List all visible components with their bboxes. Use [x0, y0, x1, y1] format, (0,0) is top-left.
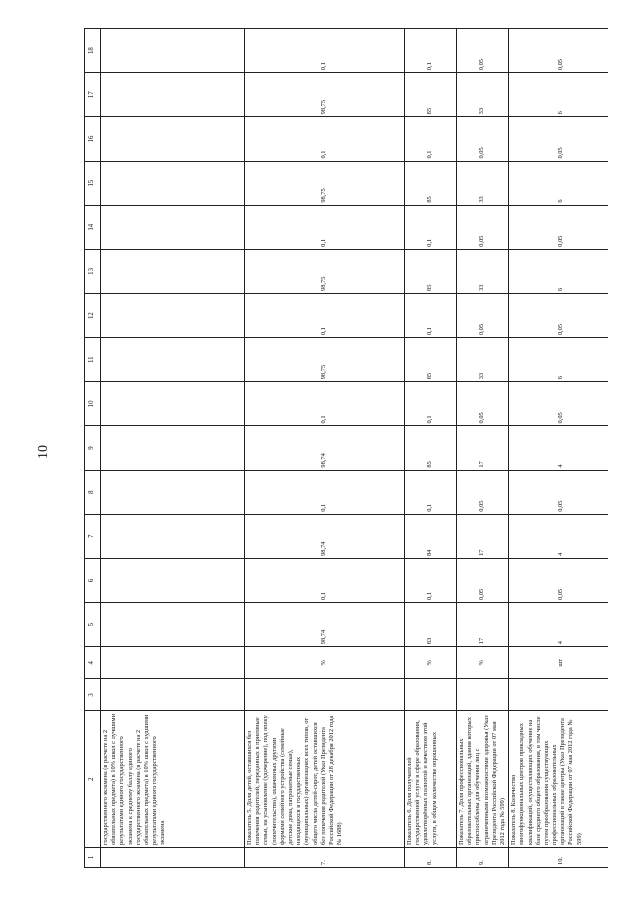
- indicator-description: государственного экзамена (в расчете на 2 обязательных предмета) в 10% школ с лучшими результатами единого государственного экзамена к среднему баллу единого государственного экзамена (в расчете на 2 обязательных предмета) в 10% школ с худшими результатами единого государственного экзамена: [101, 711, 245, 847]
- value-cell: [101, 249, 245, 293]
- table-row: [245, 29, 405, 868]
- page-number: 10: [36, 445, 51, 459]
- value-cell: 85: [405, 426, 457, 470]
- value-cell: 6: [509, 161, 608, 205]
- column-number: 10: [85, 382, 101, 426]
- value-cell: 0,1: [245, 558, 405, 602]
- indicator-description: Показатель 6. Доля получателей государственной услуги в сфере образования, удовлетворённых полнотой и качеством этой услуги, в общем количестве опрошенных: [405, 711, 457, 847]
- column-number: 15: [85, 161, 101, 205]
- column-number: 12: [85, 293, 101, 337]
- column-number-row: [85, 29, 101, 868]
- value-cell: 83: [405, 603, 457, 647]
- unit-of-measure: %: [457, 647, 509, 679]
- column-number: 14: [85, 205, 101, 249]
- value-cell: 0,1: [405, 382, 457, 426]
- value-cell: 0,1: [245, 470, 405, 514]
- value-cell: 84: [405, 514, 457, 558]
- value-cell: 33: [457, 73, 509, 117]
- value-cell: 0,1: [245, 293, 405, 337]
- unit-of-measure: [101, 647, 245, 679]
- value-cell: 0,05: [509, 205, 608, 249]
- value-cell: [101, 470, 245, 514]
- value-cell: 33: [457, 338, 509, 382]
- unit-of-measure: %: [405, 647, 457, 679]
- column-number: 6: [85, 558, 101, 602]
- value-cell: 85: [405, 73, 457, 117]
- column-number: 8: [85, 470, 101, 514]
- column-3-cell: [245, 679, 405, 711]
- row-number: [101, 847, 245, 867]
- column-3-cell: [457, 679, 509, 711]
- column-number: 9: [85, 426, 101, 470]
- value-cell: 0,1: [405, 470, 457, 514]
- column-number: 18: [85, 29, 101, 73]
- value-cell: 0,05: [457, 29, 509, 73]
- value-cell: 98,75: [245, 73, 405, 117]
- value-cell: 33: [457, 161, 509, 205]
- value-cell: 0,05: [509, 558, 608, 602]
- column-3-cell: [101, 679, 245, 711]
- value-cell: 98,75: [245, 249, 405, 293]
- value-cell: 0,1: [405, 29, 457, 73]
- indicator-description: Показатель 5. Доля детей, оставшихся без попечения родителей, переданных в приемные семьи, на усыновление (удочерение), под опеку (попечительство), охваченных другими формами семейного устройства (семейные детские дома, патронатные семьи), находящихся в государственных (муниципальных) организациях всех типов, от общего числа детей-сирот, детей оставшихся без попечения родителей (Указ Президента Российской Федерации от 28 декабря 2012 года № 1688): [245, 711, 405, 847]
- row-number: 9.: [457, 847, 509, 867]
- value-cell: 85: [405, 161, 457, 205]
- column-number: 1: [85, 847, 101, 867]
- value-cell: [101, 29, 245, 73]
- value-cell: 6: [509, 249, 608, 293]
- column-number: 3: [85, 679, 101, 711]
- row-number: 10.: [509, 847, 608, 867]
- value-cell: [101, 603, 245, 647]
- value-cell: [101, 293, 245, 337]
- value-cell: 0,05: [457, 293, 509, 337]
- column-number: 13: [85, 249, 101, 293]
- value-cell: [101, 161, 245, 205]
- table-row: [509, 29, 608, 868]
- table-row: [457, 29, 509, 868]
- value-cell: [101, 205, 245, 249]
- value-cell: 0,1: [245, 382, 405, 426]
- column-number: 16: [85, 117, 101, 161]
- value-cell: 0,1: [405, 558, 457, 602]
- column-number: 2: [85, 711, 101, 847]
- value-cell: [101, 514, 245, 558]
- value-cell: 0,1: [405, 117, 457, 161]
- column-3-cell: [509, 679, 608, 711]
- row-number: 7.: [245, 847, 405, 867]
- value-cell: 17: [457, 514, 509, 558]
- value-cell: 98,75: [245, 338, 405, 382]
- column-number: 11: [85, 338, 101, 382]
- value-cell: 4: [509, 603, 608, 647]
- value-cell: 0,1: [245, 29, 405, 73]
- value-cell: 0,05: [457, 558, 509, 602]
- column-number: 17: [85, 73, 101, 117]
- value-cell: 4: [509, 514, 608, 558]
- unit-of-measure: шт: [509, 647, 608, 679]
- value-cell: [101, 382, 245, 426]
- table-row: [405, 29, 457, 868]
- indicator-description: Показатель 7. Доля профессиональных образовательных организаций, здания которых приспособлены для обучения лиц с ограниченными возможностями здоровья (Указ Президента Российской Федерации от 07 мая 2012 года № 599): [457, 711, 509, 847]
- value-cell: 0,1: [245, 205, 405, 249]
- column-number: 5: [85, 603, 101, 647]
- value-cell: 0,05: [457, 117, 509, 161]
- value-cell: 0,05: [509, 29, 608, 73]
- column-3-cell: [405, 679, 457, 711]
- value-cell: 85: [405, 249, 457, 293]
- value-cell: 6: [509, 338, 608, 382]
- indicator-description: Показатель 8. Количество многофункциональных центров прикладных квалификаций, осуществляющих обучение на базе среднего общего образования, в том числе путем преобразования существующих профессиональных образовательных организаций в такие центры (Указ Президента Российской Федерации от 07 мая 2012 года № 599): [509, 711, 608, 847]
- value-cell: 6: [509, 73, 608, 117]
- value-cell: 98,74: [245, 426, 405, 470]
- value-cell: 85: [405, 338, 457, 382]
- value-cell: 98,75: [245, 161, 405, 205]
- value-cell: 0,05: [509, 382, 608, 426]
- value-cell: 0,1: [405, 205, 457, 249]
- value-cell: [101, 73, 245, 117]
- value-cell: 0,1: [405, 293, 457, 337]
- row-number: 8.: [405, 847, 457, 867]
- table-row: [101, 29, 245, 868]
- indicators-table: [84, 28, 608, 868]
- value-cell: [101, 558, 245, 602]
- value-cell: 0,05: [457, 205, 509, 249]
- value-cell: 17: [457, 603, 509, 647]
- unit-of-measure: %: [245, 647, 405, 679]
- value-cell: 0,05: [457, 470, 509, 514]
- value-cell: 98,74: [245, 514, 405, 558]
- column-number: 4: [85, 647, 101, 679]
- value-cell: 17: [457, 426, 509, 470]
- value-cell: 4: [509, 426, 608, 470]
- value-cell: [101, 117, 245, 161]
- indicators-grid: [84, 28, 608, 868]
- value-cell: 0,1: [245, 117, 405, 161]
- value-cell: [101, 426, 245, 470]
- table-frame: [84, 28, 608, 868]
- value-cell: 0,05: [509, 117, 608, 161]
- value-cell: 33: [457, 249, 509, 293]
- value-cell: 98,74: [245, 603, 405, 647]
- column-number: 7: [85, 514, 101, 558]
- value-cell: 0,05: [509, 293, 608, 337]
- value-cell: 0,05: [457, 382, 509, 426]
- value-cell: 0,05: [509, 470, 608, 514]
- value-cell: [101, 338, 245, 382]
